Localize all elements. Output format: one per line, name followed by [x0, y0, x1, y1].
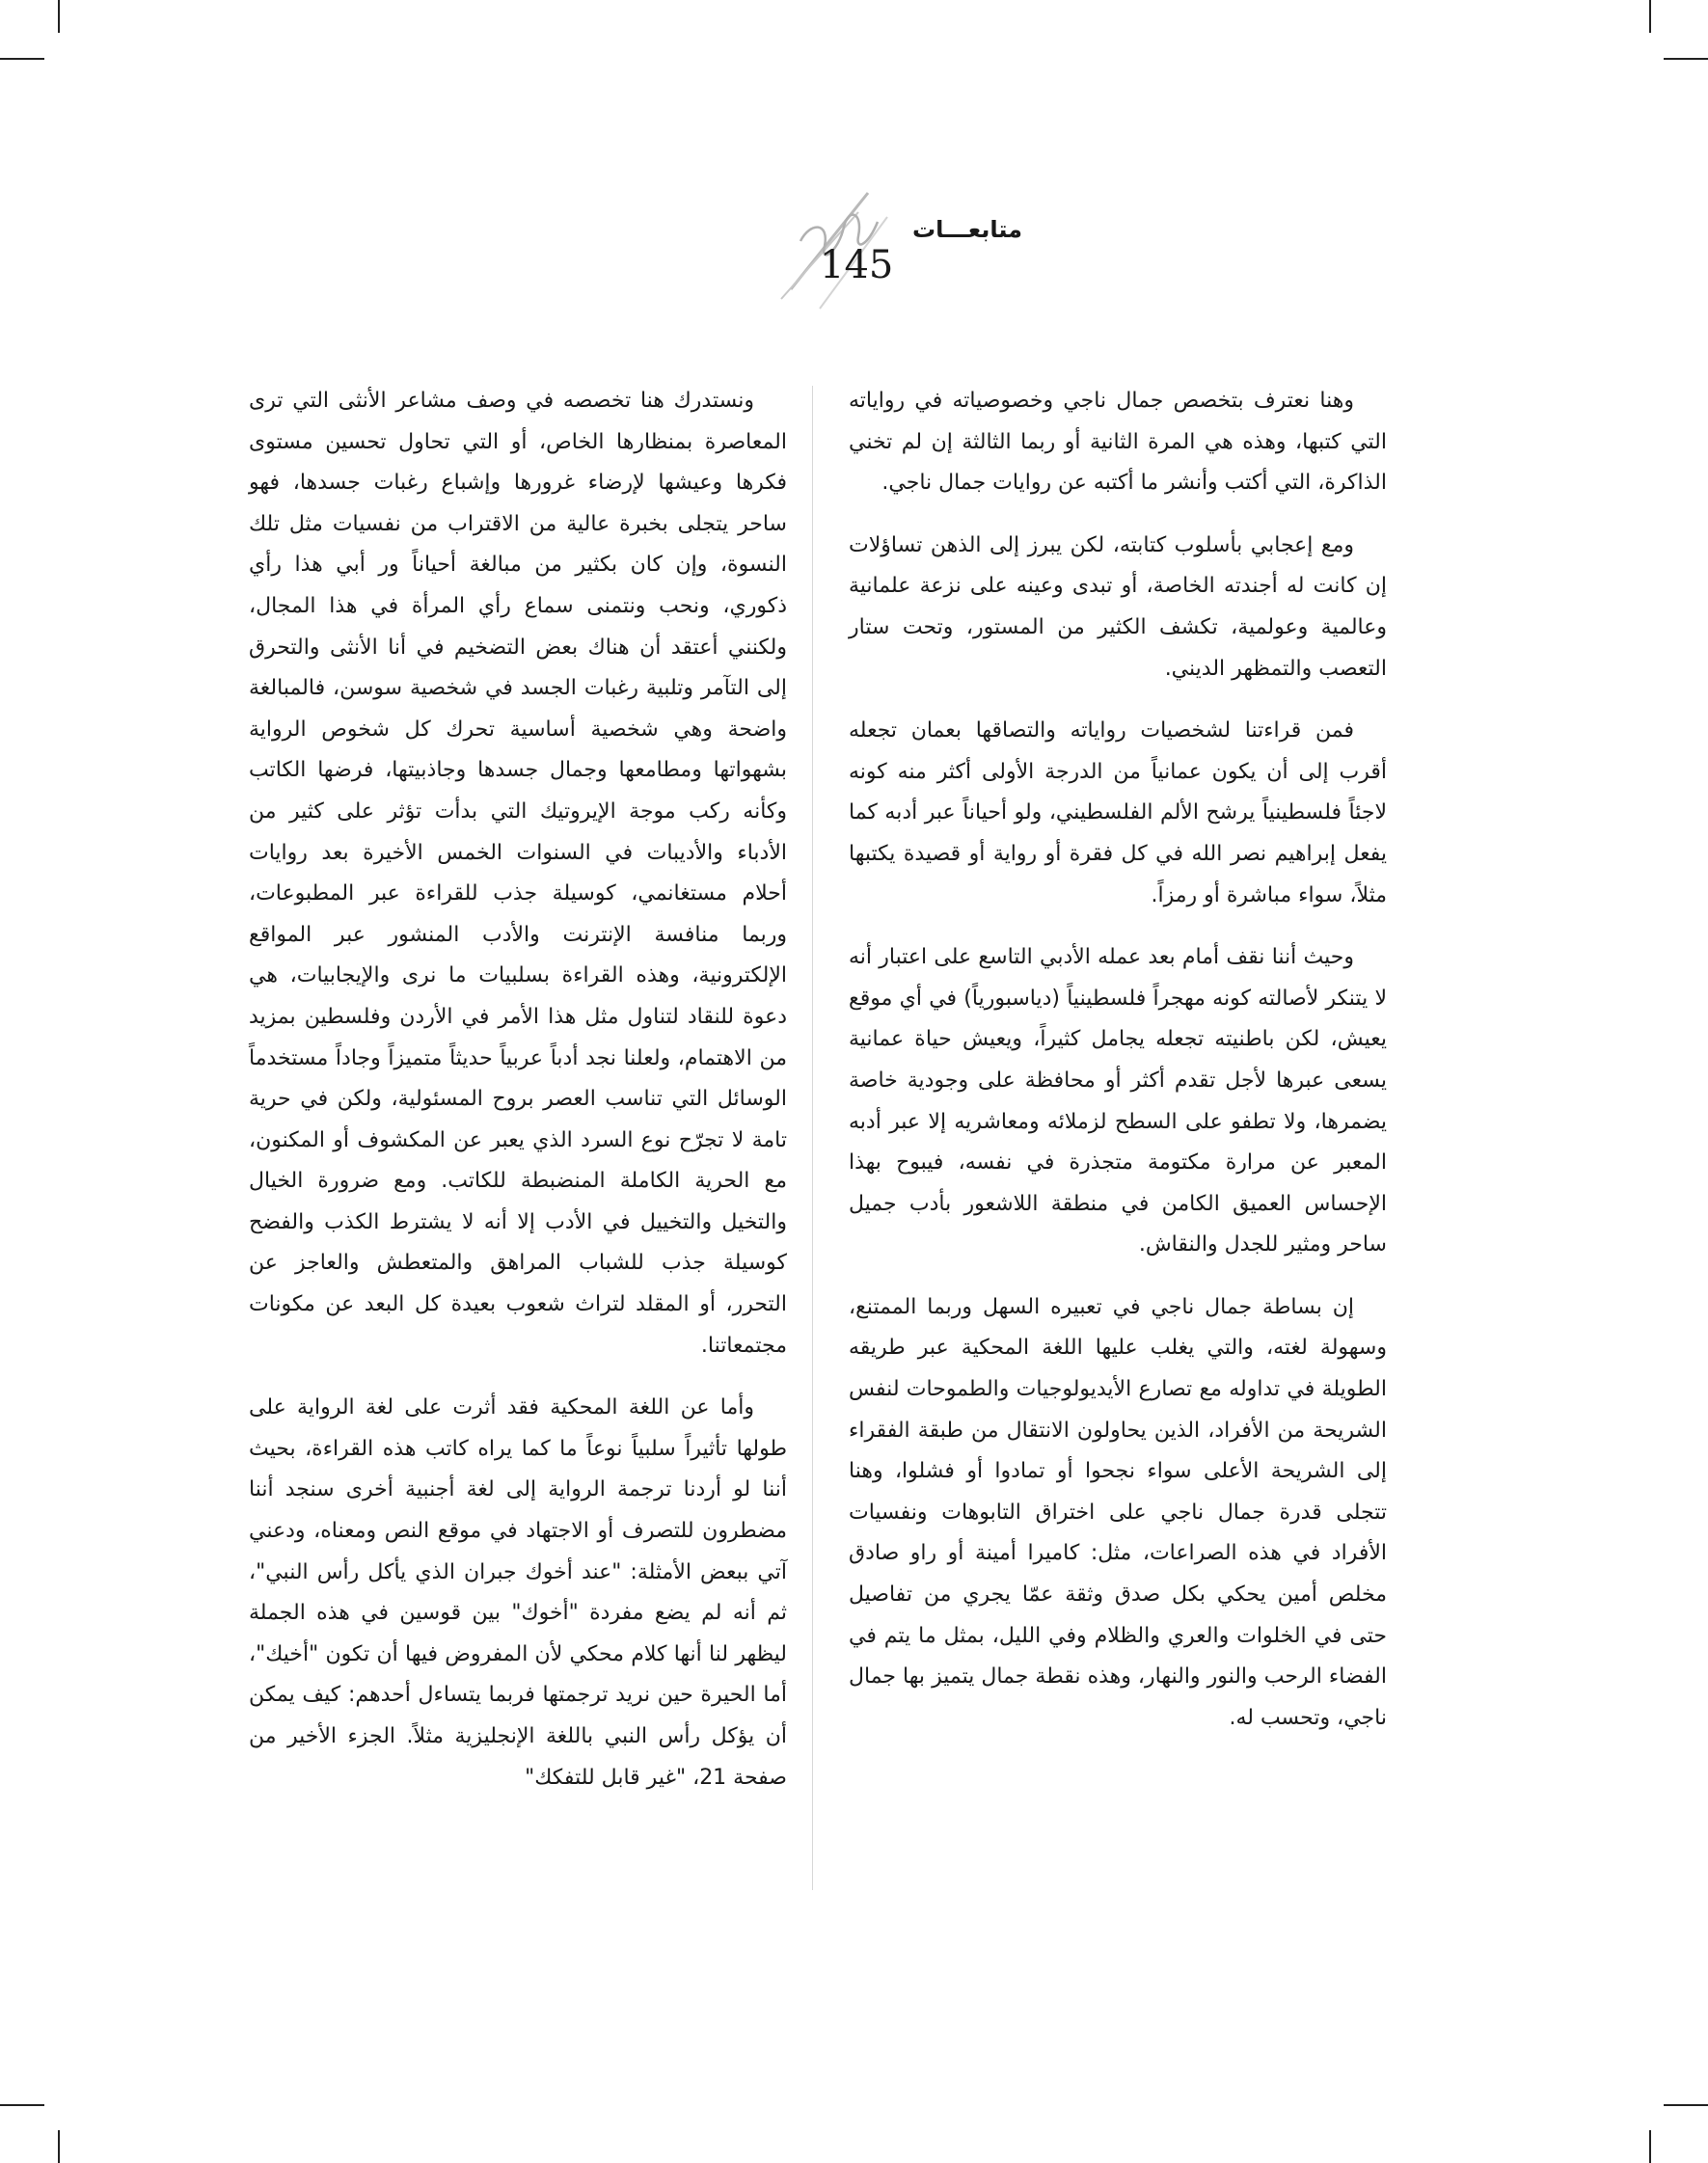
crop-mark: [0, 2104, 44, 2106]
paragraph: وهنا نعترف بتخصص جمال ناجي وخصوصياته في رواياته التي كتبها، وهذه هي المرة الثانية أو ربما الثالثة إن لم تخني الذاكرة، التي أكتب وأنشر ما أكتبه عن روايات جمال ناجي.: [849, 389, 1387, 496]
crop-mark: [0, 58, 44, 60]
page-header: [675, 174, 1022, 318]
crop-mark: [1664, 2104, 1708, 2106]
paragraph: وحيث أننا نقف أمام بعد عمله الأدبي التاسع على اعتبار أنه لا يتنكر لأصالته كونه مهجراً فلسطينياً (دياسبورياً) في أي موقع يعيش، لكن باطنيته تجعله يجامل كثيراً، ويعيش حياة عمانية يسعى عبرها لأجل تقدم أكثر أو محافظة على وجودية خاصة يضمرها، ولا تطفو على السطح لزملائه ومعاشريه إلا عبر أدبه المعبر عن مرارة مكتومة متجذرة في نفسه، فيبوح بهذا الإحساس العميق الكامن في منطقة اللاشعور بأدب جميل ساحر ومثير للجدل والنقاش.: [849, 945, 1387, 1257]
section-label: متابعـــات: [912, 216, 1022, 243]
paragraph: ونستدرك هنا تخصصه في وصف مشاعر الأنثى التي ترى المعاصرة بمنظارها الخاص، أو التي تحاول تحسين مستوى فكرها وعيشها لإرضاء غرورها وإشباع رغبات جسدها، فهو ساحر يتجلى بخبرة عالية من الاقتراب من نفسيات مثل تلك النسوة، وإن كان بكثير من مبالغة أحياناً ور أبي هذا رأي ذكوري، ونحب ونتمنى سماع رأي المرأة في هذا المجال، ولكنني أعتقد أن هناك بعض التضخيم في أنا الأنثى والتحرق إلى التآمر وتلبية رغبات الجسد في شخصية سوسن، فالمبالغة واضحة وهي شخصية أساسية تحرك كل شخوص الرواية بشهواتها ومطامعها وجمال جسدها وجاذبيتها، فرضها الكاتب وكأنه ركب موجة الإيروتيك التي بدأت تؤثر على كثير من الأدباء والأديبات في السنوات الخمس الأخيرة بعد روايات أحلام مستغانمي، كوسيلة جذب للقراءة عبر المطبوعات، وربما منافسة الإنترنت والأدب المنشور عبر المواقع الإلكترونية، وهذه القراءة بسلبيات ما نرى والإيجابيات، هي دعوة للنقاد لتناول مثل هذا الأمر في الأردن وفلسطين بمزيد من الاهتمام، ولعلنا نجد أدباً عربياً حديثاً متميزاً وجاداً مستخدماً الوسائل التي تناسب العصر بروح المسئولية، ولكن في حرية تامة لا تجرّح نوع السرد الذي يعبر عن المكشوف أو المكنون، مع الحرية الكاملة المنضبطة للكاتب. ومع ضرورة الخيال والتخيل والتخييل في الأدب إلا أنه لا يشترط الكذب والفضح كوسيلة جذب للشباب المراهق والمتعطش والعاجز عن التحرر، أو المقلد لتراث شعوب بعيدة كل البعد عن مكونات مجتمعاتنا.: [249, 389, 787, 1358]
text-column-right: [849, 381, 1387, 1760]
crop-mark: [58, 2130, 60, 2163]
crop-mark: [58, 0, 60, 33]
crop-mark: [1649, 0, 1651, 33]
column-divider: [812, 386, 813, 1890]
paragraph: فمن قراءتنا لشخصيات رواياته والتصاقها بعمان تجعله أقرب إلى أن يكون عمانياً من الدرجة الأولى أكثر منه كونه لاجئاً فلسطينياً يرشح الألم الفلسطيني، ولو أحياناً عبر أدبه كما يفعل إبراهيم نصر الله في كل فقرة أو رواية أو قصيدة يكتبها مثلاً، سواء مباشرة أو رمزاً.: [849, 718, 1387, 907]
paragraph: وأما عن اللغة المحكية فقد أثرت على لغة الرواية على طولها تأثيراً سلبياً نوعاً ما كما يراه كاتب هذه القراءة، بحيث أننا لو أردنا ترجمة الرواية إلى لغة أجنبية أخرى سنجد أننا مضطرون للتصرف أو الاجتهاد في موقع النص ومعناه، ودعني آتي ببعض الأمثلة: "عند أخوك جبران الذي يأكل رأس النبي"، ثم أنه لم يضع مفردة "أخوك" بين قوسين في هذه الجملة ليظهر لنا أنها كلام محكي لأن المفروض فيها أن تكون "أخيك"، أما الحيرة حين نريد ترجمتها فربما يتساءل أحدهم: كيف يمكن أن يؤكل رأس النبي باللغة الإنجليزية مثلاً. الجزء الأخير من صفحة 21، "غير قابل للتفكك": [249, 1395, 787, 1790]
text-column-left: [249, 381, 787, 1820]
paragraph: إن بساطة جمال ناجي في تعبيره السهل وربما الممتنع، وسهولة لغته، والتي يغلب عليها اللغة المحكية عبر طريقه الطويلة في تداوله مع تصارع الأيديولوجيات والطموحات لنفس الشريحة من الأفراد، الذين يحاولون الانتقال من طبقة الفقراء إلى الشريحة الأعلى سواء نجحوا أو تمادوا أو فشلوا، وهنا تتجلى قدرة جمال ناجي على اختراق التابوهات ونفسيات الأفراد في هذه الصراعات، مثل: كاميرا أمينة أو راو صادق مخلص أمين يحكي بكل صدق وثقة عمّا يجري من تفاصيل حتى في الخلوات والعري والظلام وفي الليل، بمثل ما يتم في الفضاء الرحب والنور والنهار، وهذه نقطة جمال يتميز بها جمال ناجي، وتحسب له.: [849, 1294, 1387, 1730]
crop-mark: [1649, 2130, 1651, 2163]
page-number: 145: [820, 243, 894, 287]
crop-mark: [1664, 58, 1708, 60]
paragraph: ومع إعجابي بأسلوب كتابته، لكن يبرز إلى الذهن تساؤلات إن كانت له أجندته الخاصة، أو تبدى وعينه على نزعة علمانية وعالمية وعولمية، تكشف الكثير من المستور، وتحت ستار التعصب والتمظهر الديني.: [849, 532, 1387, 681]
